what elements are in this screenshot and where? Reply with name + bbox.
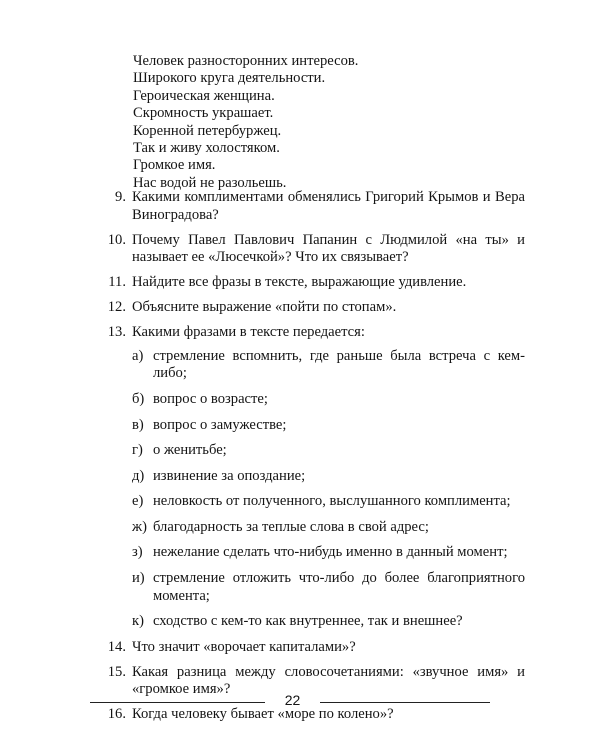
- question-11: [95, 274, 525, 292]
- subitem-letter: д): [132, 467, 145, 484]
- subitem-text: сходство с кем-то как внутреннее, так и внешнее?: [153, 613, 463, 630]
- phrase-line: Коренной петербуржец.: [133, 122, 282, 139]
- subitem-list: [132, 348, 525, 631]
- page-number: 22: [284, 692, 301, 708]
- subitem: [132, 442, 525, 460]
- subitem-letter: ж): [132, 518, 147, 535]
- question-number: 9.: [115, 189, 126, 205]
- question-text: Объясните выражение «пойти по стопам».: [132, 299, 397, 316]
- phrase-line: Скромность украшает.: [133, 105, 274, 122]
- subitem-text: стремление отложить что-либо до более благоприятного момента;: [153, 570, 525, 604]
- subitem: [132, 570, 525, 605]
- question-number: 10.: [107, 231, 126, 248]
- question-text: Какими комплиментами обменялись Григорий Крымов и Вера Виноградова?: [132, 189, 525, 223]
- subitem: [132, 613, 525, 631]
- phrase-line: Героическая женщина.: [133, 87, 275, 104]
- question-13: [95, 324, 525, 631]
- question-number: 14.: [107, 638, 126, 655]
- question-9: [95, 189, 525, 224]
- question-text: Когда человеку бывает «море по колено»?: [132, 706, 394, 723]
- subitem-text: благодарность за теплые слова в свой адрес;: [153, 518, 429, 535]
- question-12: [95, 299, 525, 317]
- question-number: 15.: [107, 663, 126, 680]
- subitem: [132, 391, 525, 409]
- phrase-line: Широкого круга деятельности.: [133, 70, 326, 87]
- subitem-letter: з): [132, 544, 143, 561]
- subitem-text: извинение за опоздание;: [153, 467, 306, 484]
- subitem-letter: к): [132, 613, 144, 630]
- subitem-letter: в): [132, 416, 144, 433]
- question-list: [95, 189, 525, 731]
- subitem-letter: и): [132, 570, 145, 587]
- subitem: [132, 519, 525, 537]
- question-text: Почему Павел Павлович Папанин с Людмилой «на ты» и называет ее «Люсечкой»? Что их связывает?: [132, 231, 525, 266]
- question-10: [95, 232, 525, 267]
- subitem-letter: б): [132, 390, 145, 407]
- subitem: [132, 493, 525, 511]
- question-number: 16.: [107, 706, 126, 723]
- footer-divider-left: [90, 702, 265, 703]
- subitem: [132, 348, 525, 383]
- phrase-line: Человек разносторонних интересов.: [133, 53, 359, 69]
- question-14: [95, 639, 525, 657]
- subitem-text: вопрос о возрасте;: [153, 390, 268, 407]
- subitem: [132, 468, 525, 486]
- phrase-list: [133, 53, 553, 192]
- footer-divider-right: [320, 702, 490, 703]
- subitem-letter: а): [132, 347, 144, 364]
- subitem-text: вопрос о замужестве;: [153, 416, 287, 433]
- subitem-text: о женитьбе;: [153, 442, 227, 459]
- question-text: Какими фразами в тексте передается:: [132, 324, 365, 341]
- phrase-line: Громкое имя.: [133, 157, 216, 174]
- question-number: 13.: [107, 324, 126, 341]
- question-text: Что значит «ворочает капиталами»?: [132, 638, 356, 655]
- question-number: 11.: [108, 274, 126, 291]
- subitem-letter: е): [132, 493, 144, 510]
- subitem-text: стремление вспомнить, где раньше была встреча с кем-либо;: [153, 347, 525, 382]
- question-text: Какая разница между словосочетаниями: «звучное имя» и «громкое имя»?: [132, 663, 525, 698]
- subitem-text: неловкость от полученного, выслушанного комплимента;: [153, 493, 511, 510]
- phrase-line: Так и живу холостяком.: [133, 140, 280, 157]
- subitem: [132, 417, 525, 435]
- subitem: [132, 544, 525, 562]
- question-number: 12.: [107, 299, 126, 316]
- subitem-text: нежелание сделать что-нибудь именно в данный момент;: [153, 544, 508, 561]
- phrase-line: Нас водой не разольешь.: [133, 174, 287, 191]
- question-text: Найдите все фразы в тексте, выражающие удивление.: [132, 274, 467, 291]
- question-16: [95, 706, 525, 724]
- subitem-letter: г): [132, 442, 143, 459]
